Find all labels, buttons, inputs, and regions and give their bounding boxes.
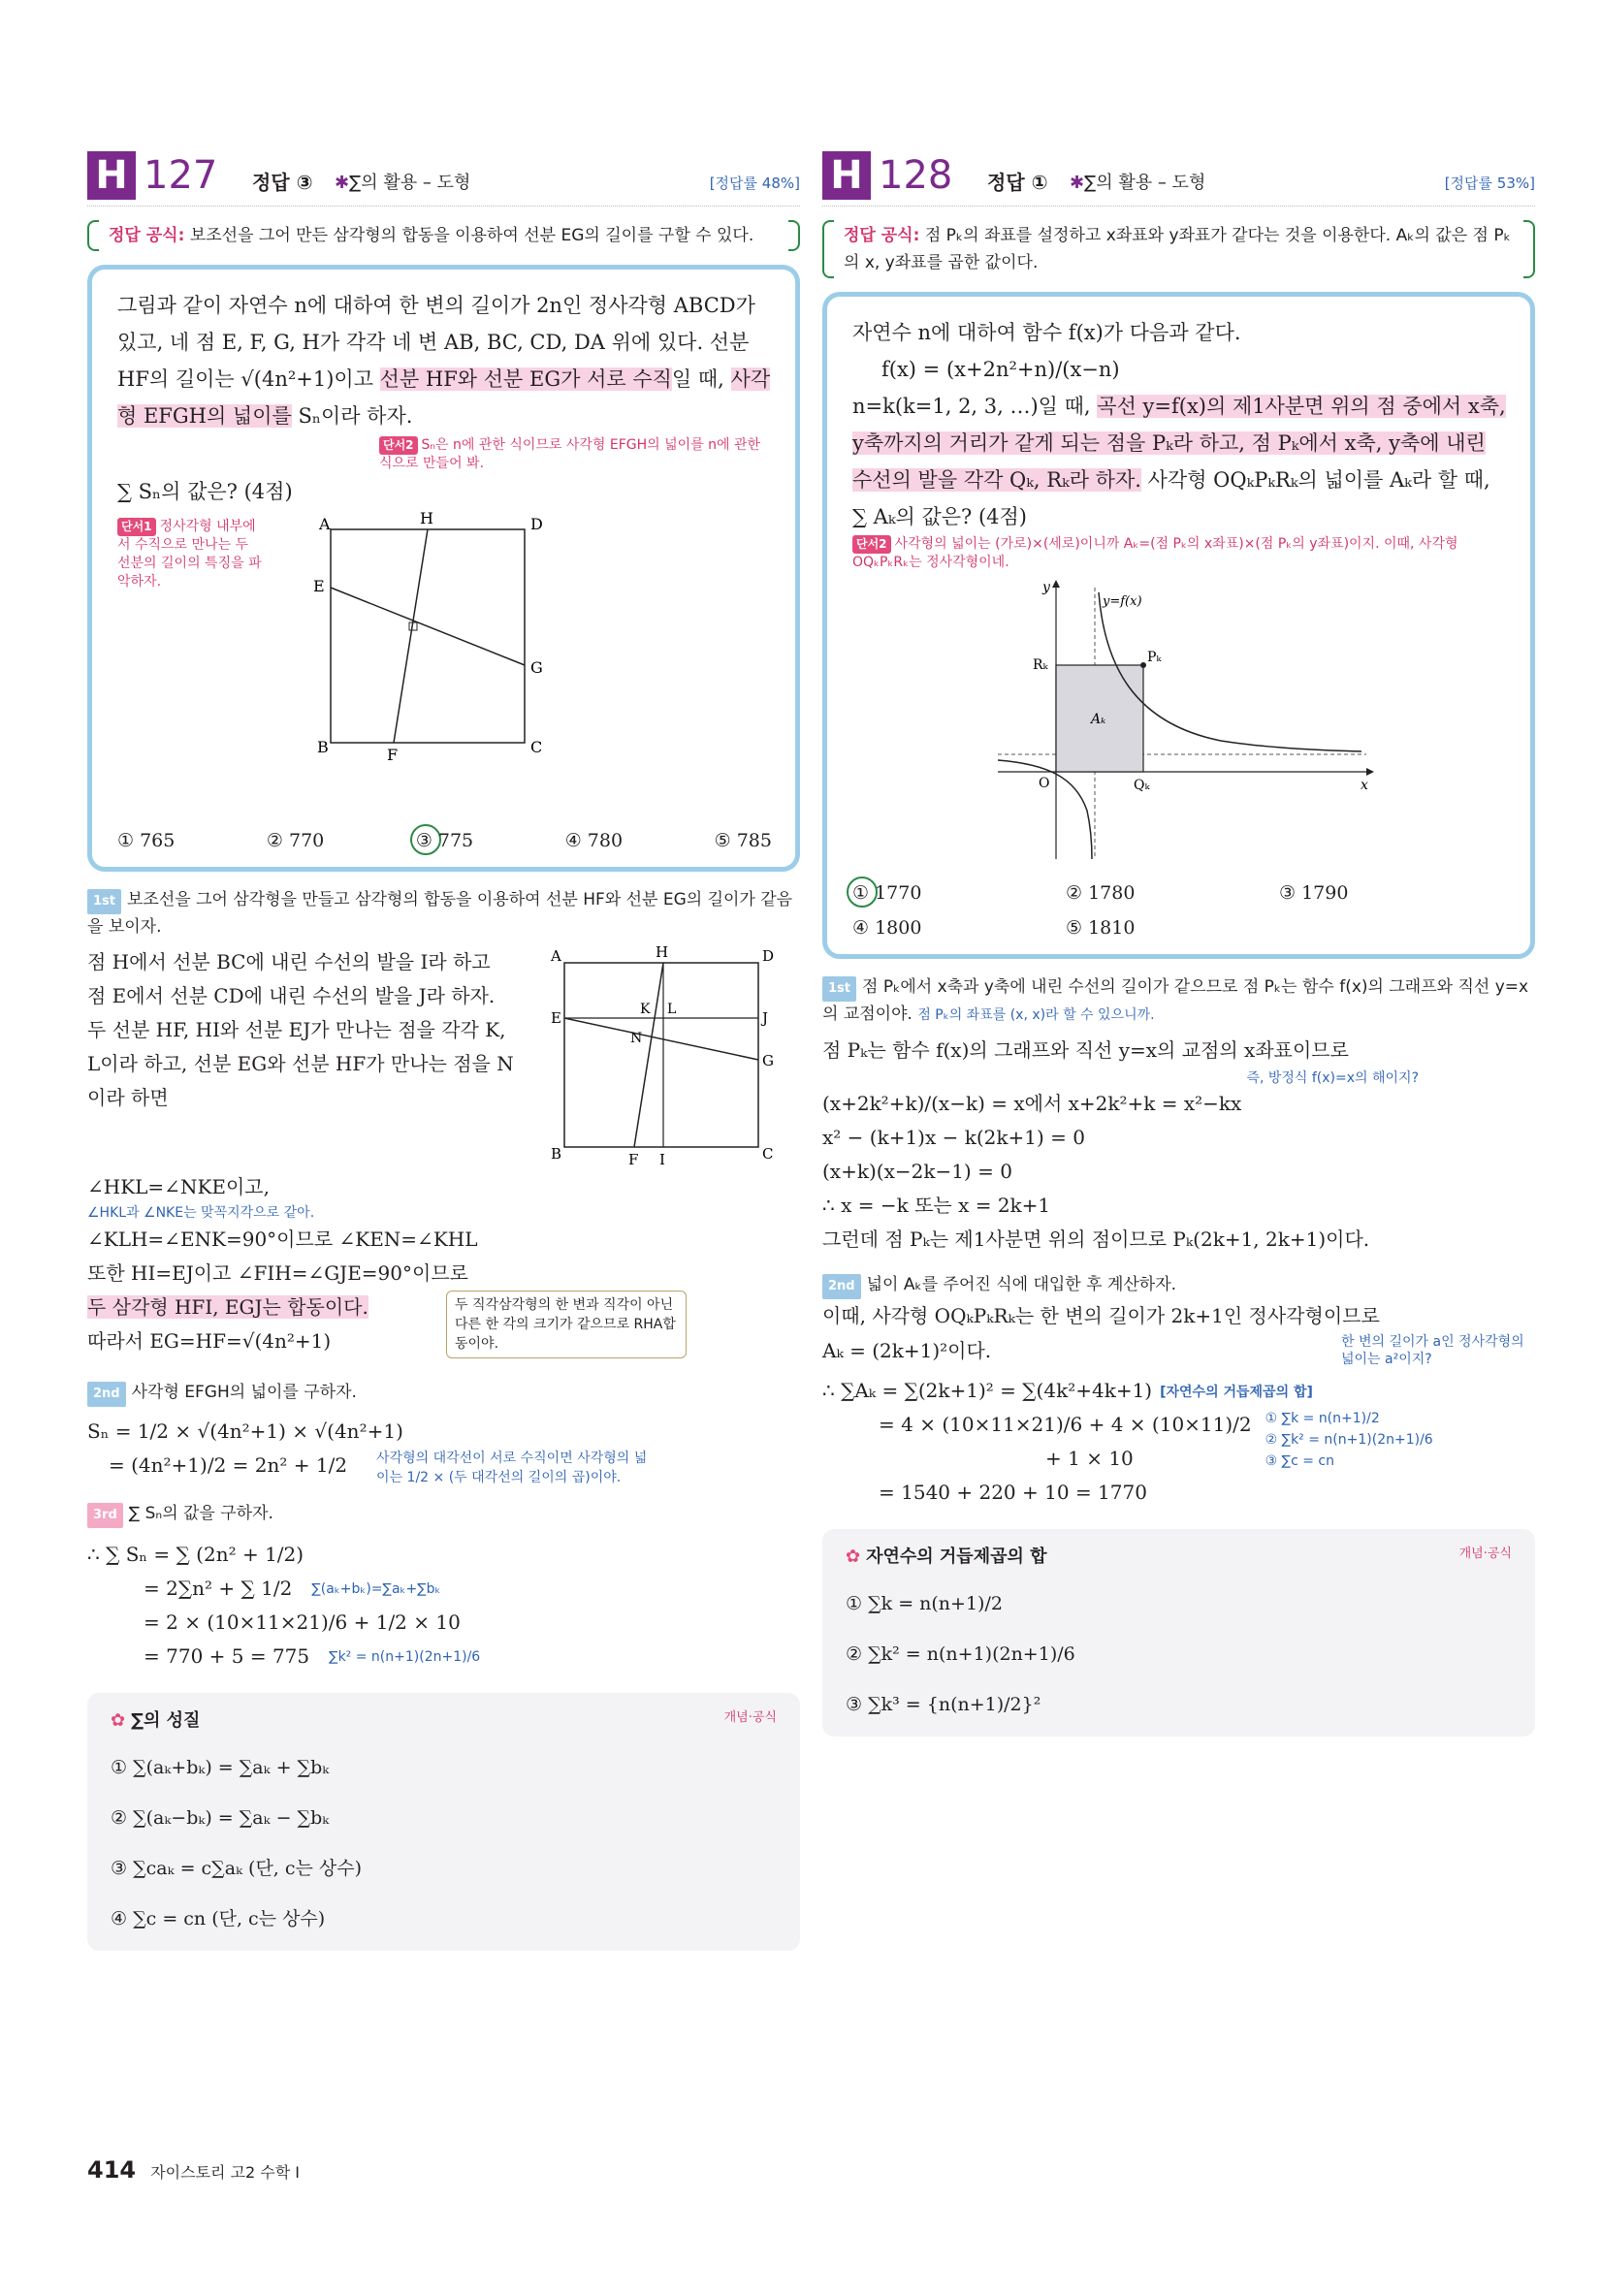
question-intro: 자연수 n에 대하여 함수 f(x)가 다음과 같다. <box>852 321 1241 344</box>
problem-number: 127 <box>144 153 218 198</box>
choice-1[interactable]: ① 765 <box>117 830 176 851</box>
calc-4: = 1540 + 220 + 10 = 1770 <box>879 1481 1147 1504</box>
label-rk: Rₖ <box>1033 657 1048 673</box>
page-footer <box>87 2156 300 2184</box>
question-text: n=k(k=1, 2, 3, …)일 때, 곡선 y=f(x)의 제1사분면 위의 점 중에서 x축, y축까지의 거리가 같게 되는 점을 Pₖ라 하고, 점 Pₖ에서 x축, y축에 내린 수선의 발을 각각 Qₖ, Rₖ라 하자. 사각형 OQₖPₖRₖ의 넓이를 Aₖ라 할 때, ∑ Aₖ의 값은? (4점) <box>852 395 1506 528</box>
fig2-label-l: L <box>667 1002 677 1017</box>
correct-rate: [정답률 53%] <box>1444 175 1535 192</box>
note-diagonal: 사각형의 대각선이 서로 수직이면 사각형의 넓이는 1/2 × (두 대각선의 길이의 곱)이야. <box>376 1451 648 1485</box>
area-formula-2: = (4n²+1)/2 = 2n² + 1/2 <box>109 1453 348 1477</box>
hint-2: 단서2 Sₙ은 n에 관한 식이므로 사각형 EFGH의 넓이를 n에 관한 식으로 만들어 봐. <box>379 437 761 471</box>
sidenote-rha: 두 직각삼각형의 한 변과 직각이 아닌 다른 한 각의 크기가 같으므로 RHA합동이야. <box>446 1291 687 1358</box>
solution-line-1: 점 Pₖ는 함수 f(x)의 그래프와 직선 y=x의 교점의 x좌표이므로 <box>822 1038 1349 1062</box>
level-badge: H <box>87 151 136 200</box>
fig2-label-j: J <box>762 1009 769 1027</box>
concept-box-power-sums <box>822 1529 1535 1737</box>
choice-5[interactable]: ⑤ 785 <box>714 830 772 851</box>
solution-line-7: 이때, 사각형 OQₖPₖRₖ는 한 변의 길이가 2k+1인 정사각형이므로 <box>822 1304 1380 1327</box>
fig2-label-e: E <box>551 1009 561 1027</box>
fig2-label-h: H <box>656 945 669 961</box>
property-4: ④ ∑c = cn (단, c는 상수) <box>111 1908 326 1929</box>
topic-label: ✱∑의 활용 – 도형 <box>335 173 471 193</box>
question-sum: ∑ Sₙ의 값은? (4점) <box>117 480 293 503</box>
property-3: ③ ∑caₖ = c∑aₖ (단, c는 상수) <box>111 1858 363 1879</box>
property-3: ③ ∑k³ = {n(n+1)/2}² <box>846 1694 1041 1715</box>
fig2-label-b: B <box>551 1145 562 1163</box>
star-icon: ✱ <box>335 173 350 193</box>
axis-label-x: x <box>1361 778 1368 793</box>
choice-5[interactable]: ⑤ 1810 <box>1066 917 1136 939</box>
solution-text: 점 H에서 선분 BC에 내린 수선의 발을 I라 하고 점 E에서 선분 CD에 내린 수선의 발을 J라 하자. 두 선분 HF, HI와 선분 EJ가 만나는 점을 각각 K, L이라 하고, 선분 EG와 선분 HF가 만나는 점을 N이라 하면 <box>87 950 514 1109</box>
label-h: H <box>420 510 433 527</box>
answer-circle-icon <box>847 877 878 908</box>
label-pk: Pₖ <box>1147 650 1162 665</box>
choice-4[interactable]: ④ 1800 <box>852 917 922 939</box>
star-icon: ✱ <box>1070 173 1085 193</box>
label-d: D <box>530 515 543 533</box>
page-number: 414 <box>87 2156 137 2184</box>
solution-line-6: 따라서 EG=HF=√(4n²+1) <box>87 1329 332 1353</box>
choice-2[interactable]: ② 1780 <box>1066 882 1136 904</box>
answer-label: 정답 ① <box>987 171 1048 194</box>
problem-header <box>822 145 1535 207</box>
sum-formulas-note: ① ∑k = n(n+1)/2 ② ∑k² = n(n+1)(2n+1)/6 ③ ∑c = cn <box>1265 1411 1433 1469</box>
problem-header <box>87 145 800 207</box>
fig2-label-k: K <box>640 1002 651 1017</box>
step-1: 1st 보조선을 그어 삼각형을 만들고 삼각형의 합동을 이용하여 선분 HF와 선분 EG의 길이가 같음을 보이자. <box>87 890 793 937</box>
solution-line-5: ∴ x = −k 또는 x = 2k+1 <box>822 1194 1051 1217</box>
solution-line-4: (x+k)(x−2k−1) = 0 <box>822 1160 1012 1183</box>
concept-tag: 개념·공식 <box>723 1710 777 1725</box>
calc-1: ∴ ∑Aₖ = ∑(2k+1)² = ∑(4k²+4k+1) <box>822 1379 1153 1402</box>
flower-icon: ✿ <box>846 1547 861 1567</box>
fig2-label-g: G <box>762 1052 774 1069</box>
label-o: O <box>1039 776 1050 791</box>
concept-box-sigma <box>87 1693 800 1951</box>
congruence-block <box>87 1291 800 1358</box>
auxiliary-figure <box>533 945 785 1170</box>
step-3: 3rd ∑ Sₙ의 값을 구하자. <box>87 1501 800 1528</box>
question-text: 그림과 같이 자연수 n에 대하여 한 변의 길이가 2n인 정사각형 ABCD가 있고, 네 점 E, F, G, H가 각각 네 변 AB, BC, CD, DA 위에 있다. 선분 HF의 길이는 √(4n²+1)이고 선분 HF와 선분 EG가 서로 수직일 때, 사각형 EFGH의 넓이를 Sₙ이라 하자. <box>117 294 771 428</box>
choice-1[interactable]: ① 1770 <box>852 882 1066 904</box>
label-qk: Qₖ <box>1134 778 1150 793</box>
solution-line-2: (x+2k²+k)/(x−k) = x에서 x+2k²+k = x²−kx <box>822 1092 1242 1115</box>
calc-2: = 4 × (10×11×21)/6 + 4 × (10×11)/2 <box>879 1413 1252 1436</box>
solution-line-3: ∠KLH=∠ENK=90°이므로 ∠KEN=∠KHL <box>87 1228 478 1251</box>
property-2: ② ∑(aₖ−bₖ) = ∑aₖ − ∑bₖ <box>111 1807 330 1829</box>
solution-line-8: Aₖ = (2k+1)²이다. <box>822 1338 992 1362</box>
area-formula-row <box>87 1449 800 1487</box>
book-title: 자이스토리 고2 수학 I <box>150 2163 301 2182</box>
label-a: A <box>319 515 331 533</box>
calc-4: = 770 + 5 = 775 <box>144 1644 310 1668</box>
question-box <box>822 292 1535 959</box>
answer-choices <box>117 830 772 851</box>
answer-label: 정답 ③ <box>252 171 313 194</box>
label-g: G <box>530 658 543 677</box>
calc-3: + 1 × 10 <box>1045 1447 1134 1470</box>
calc-2: = 2∑n² + ∑ 1/2 <box>144 1577 293 1600</box>
flower-icon: ✿ <box>111 1710 126 1731</box>
problem-128 <box>822 145 1535 1737</box>
step-2: 2nd 넓이 Aₖ를 주어진 식에 대입한 후 계산하자. <box>822 1272 1535 1299</box>
problem-number: 128 <box>879 153 953 198</box>
topic-label: ✱∑의 활용 – 도형 <box>1070 173 1206 193</box>
property-1: ① ∑(aₖ+bₖ) = ∑aₖ + ∑bₖ <box>111 1757 330 1778</box>
label-f: F <box>387 746 399 764</box>
curve-label: y=f(x) <box>1103 594 1142 609</box>
note-square-area: 한 변의 길이가 a인 정사각형의 넓이는 a²이지? <box>1341 1334 1524 1367</box>
solution-line-2: ∠HKL=∠NKE이고, <box>87 1175 270 1198</box>
concept-tag: 개념·공식 <box>1458 1547 1512 1561</box>
answer-choices <box>852 882 1507 939</box>
choice-3[interactable]: ③ 1790 <box>1279 882 1349 904</box>
step-1: 1st 점 Pₖ에서 x축과 y축에 내린 수선의 길이가 같으므로 점 Pₖ는 함수 f(x)의 그래프와 직선 y=x의 교점이야. 점 Pₖ의 좌표를 (x, x)라 할 수 있으니까. <box>822 977 1529 1024</box>
note-vertical-angles: ∠HKL과 ∠NKE는 맞꼭지각으로 같아. <box>87 1205 315 1221</box>
correct-rate: [정답률 48%] <box>709 175 800 192</box>
label-c: C <box>530 738 543 756</box>
fig2-label-n: N <box>630 1031 643 1046</box>
hint-1: 단서1 정사각형 내부에서 수직으로 만나는 두 선분의 길이의 특징을 파악하자. <box>117 519 262 590</box>
note-sum-split: ∑(aₖ+bₖ)=∑aₖ+∑bₖ <box>311 1580 441 1597</box>
answer-formula: 정답 공식: 점 Pₖ의 좌표를 설정하고 x좌표와 y좌표가 같다는 것을 이용한다. Aₖ의 값은 점 Pₖ의 x, y좌표를 곱한 값이다. <box>822 218 1535 280</box>
answer-formula: 정답 공식: 보조선을 그어 만든 삼각형의 합동을 이용하여 선분 EG의 길이를 구할 수 있다. <box>87 218 800 253</box>
solution-line-4: 또한 HI=EJ이고 ∠FIH=∠GJE=90°이므로 <box>87 1261 468 1285</box>
property-1: ① ∑k = n(n+1)/2 <box>846 1593 1003 1614</box>
problem-127 <box>87 145 800 1951</box>
solution-line-6: 그런데 점 Pₖ는 제1사분면 위의 점이므로 Pₖ(2k+1, 2k+1)이다. <box>822 1228 1370 1251</box>
choice-4[interactable]: ④ 780 <box>564 830 624 851</box>
question-box <box>87 265 800 872</box>
calc-3: = 2 × (10×11×21)/6 + 1/2 × 10 <box>144 1610 461 1634</box>
choice-3[interactable]: ③ 775 <box>416 830 473 851</box>
fig2-label-a: A <box>551 947 561 965</box>
note-equation: 즉, 방정식 f(x)=x의 해이지? <box>1246 1070 1419 1086</box>
fig2-label-d: D <box>762 947 775 965</box>
calc-1: ∴ ∑ Sₙ = ∑ (2n² + 1/2) <box>87 1543 304 1566</box>
concept-title: ∑의 성질 <box>131 1710 201 1731</box>
solution-line-3: x² − (k+1)x − k(2k+1) = 0 <box>822 1126 1085 1149</box>
choice-2[interactable]: ② 770 <box>266 830 325 851</box>
fig2-label-i: I <box>659 1151 665 1168</box>
step-2: 2nd 사각형 EFGH의 넓이를 구하자. <box>87 1380 800 1407</box>
note-sum-squares: ∑k² = n(n+1)(2n+1)/6 <box>329 1648 481 1665</box>
area-formula-1: Sₙ = 1/2 × √(4n²+1) × √(4n²+1) <box>87 1419 403 1443</box>
level-badge: H <box>822 151 871 200</box>
figure-area <box>117 510 772 820</box>
label-b: B <box>317 738 329 756</box>
solution-block-1 <box>87 945 800 1170</box>
label-ak: Aₖ <box>1091 712 1106 727</box>
function-definition: f(x) = (x+2n²+n)/(x−n) <box>881 358 1120 381</box>
solution-line-5: 두 삼각형 HFI, EGJ는 합동이다. <box>87 1295 368 1319</box>
fig2-label-c: C <box>762 1145 774 1163</box>
note-power-sum: [자연수의 거듭제곱의 합] <box>1160 1384 1313 1400</box>
concept-title: 자연수의 거듭제곱의 합 <box>866 1547 1047 1567</box>
graph-figure <box>988 578 1376 869</box>
square-figure <box>263 510 670 820</box>
axis-label-y: y <box>1042 580 1050 595</box>
fig2-label-f: F <box>628 1151 639 1168</box>
hint-2: 단서2 사각형의 넓이는 (가로)×(세로)이니까 Aₖ=(점 Pₖ의 x좌표)×(점 Pₖ의 y좌표)이지. 이때, 사각형 OQₖPₖRₖ는 정사각형이네. <box>852 536 1458 570</box>
label-e: E <box>313 577 325 595</box>
property-2: ② ∑k² = n(n+1)(2n+1)/6 <box>846 1643 1075 1665</box>
